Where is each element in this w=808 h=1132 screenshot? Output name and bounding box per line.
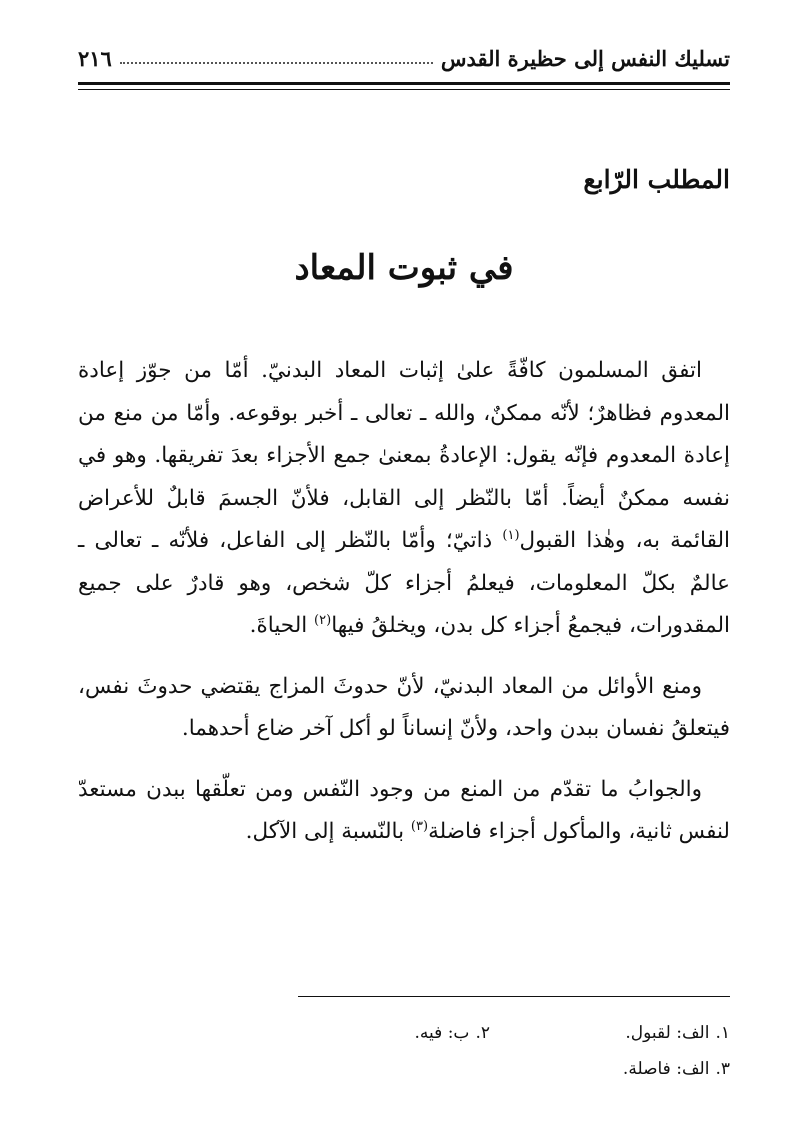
footnote-number: ١. (715, 1023, 730, 1043)
footnote-ref-3: (٣) (410, 818, 429, 834)
paragraph-1 (78, 350, 730, 648)
footnote-2 (250, 1015, 490, 1051)
running-header (78, 38, 730, 78)
body-text (78, 350, 730, 872)
paragraph-1-part-a: اتفق المسلمون كافّةً علىٰ إثبات المعاد البدنيّ. أمّا من جوّز إعادة المعدوم فظاهرٌ؛ لأنّه ممكنٌ، والله ـ تعالى ـ أخبر بوقوعه. وأمّا من منع من إعادة المعدوم فإنّه يقول: الإعادةُ بمعنىٰ جمع الأجزاء بعدَ تفريقها. وهو في نفسه ممكنٌ أيضاً. أمّا بالنّظر إلى القابل، فلأنّ الجسمَ قابلٌ للأعراض القائمة به، وهٰذا القبول (78, 358, 730, 553)
book-title: تسليك النفس إلى حظيرة القدس (440, 45, 730, 71)
header-rule-thin (78, 89, 730, 90)
header-rule-thick (78, 82, 730, 85)
paragraph-2: ومنع الأوائل من المعاد البدنيّ، لأنّ حدوثَ المزاج يقتضي حدوثَ نفس، فيتعلقُ نفسان ببدن واحد، ولأنّ إنساناً لو أكل آخر ضاع أحدهما. (78, 673, 730, 741)
section-title: في ثبوت المعاد (294, 248, 514, 288)
paragraph-3-part-b: بالنّسبة إلى الآكل. (245, 819, 411, 844)
paragraph-1-part-c: الحياةَ. (249, 613, 315, 638)
footnote-row (78, 1015, 730, 1051)
page-number: ٢١٦ (78, 45, 112, 71)
footnote-3 (490, 1051, 730, 1087)
footnote-text: ب: فيه. (414, 1023, 470, 1043)
footnote-text: الف: لقبول. (625, 1023, 710, 1043)
footnote-1 (490, 1015, 730, 1051)
paragraph-1-part-b: ذاتيّ؛ وأمّا بالنّظر إلى الفاعل، فلأنّه ـ تعالى ـ عالمٌ بكلّ المعلومات، فيعلمُ أجزاء كلّ شخص، وهو قادرٌ على جميع المقدورات، فيجمعُ أجزاء كل بدن، ويخلقُ فيها (78, 528, 730, 638)
section-label: المطلب الرّابع (583, 165, 730, 194)
footnote-row (78, 1051, 730, 1087)
footnote-number: ٢. (475, 1023, 490, 1043)
paragraph-3-part-a: والجوابُ ما تقدّم من المنع من وجود النّفس ومن تعلّقها ببدن مستعدّ لنفس ثانية، والمأكول أجزاء فاضلة (78, 776, 730, 844)
header-dot-leader (120, 52, 433, 64)
footnote-separator (298, 996, 730, 997)
footnote-ref-2: (٢) (314, 612, 332, 628)
footnote-text: الف: فاصلة. (622, 1059, 710, 1079)
footnote-number: ٣. (715, 1059, 730, 1079)
paragraph-3 (78, 769, 730, 854)
footnotes (78, 1015, 730, 1087)
footnote-ref-1: (١) (502, 527, 520, 543)
